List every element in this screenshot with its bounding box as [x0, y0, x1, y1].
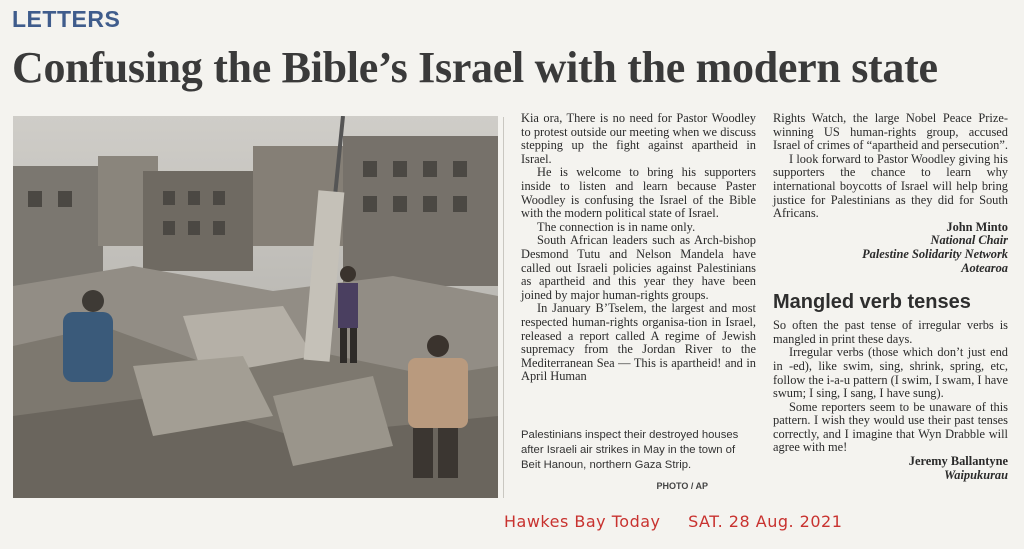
headline: Confusing the Bible’s Israel with the modern state [12, 43, 938, 92]
letter1-paragraph: Rights Watch, the large Nobel Peace Prize-winning US human-rights group, accused Israel of crimes of “apartheid and persecution”. [773, 111, 1008, 153]
letter2-paragraph: So often the past tense of irregular verbs is mangled in print these days. [773, 318, 1008, 346]
letter2-subhead: Mangled verb tenses [773, 291, 971, 314]
annotation-date: SAT. 28 Aug. 2021 [688, 512, 843, 531]
letter1-paragraph: South African leaders such as Arch-bishop Desmond Tutu and Nelson Mandela have called out Israeli policies against Palestinians as apartheid and this year they have been joined by major human-rights groups. [521, 233, 756, 302]
letter2-paragraph: Irregular verbs (those which don’t just end in -ed), like swim, sing, shrink, spring, etc, follow the i-a-u pattern (I swim, I swam, I have swum; I sing, I sang, I have sung). [773, 345, 1009, 401]
letter1-paragraph: In January B’Tselem, the largest and most respected human-rights organisa-tion in Israel, released a report called A regime of Jewish supremacy from the Jordan River to the Mediterranean Sea — This is apartheid! and in April Human [521, 301, 756, 384]
letter1-location: Aotearoa [961, 260, 1008, 275]
letter1-paragraph: The connection is in name only. [537, 219, 696, 234]
letter1-paragraph: I look forward to Pastor Woodley giving his supporters the chance to learn why international boycotts of Israel will help bring justice for Palestinians as they did for South Africans. [773, 151, 1008, 221]
annotation-paper: Hawkes Bay Today [504, 512, 661, 531]
column-divider [503, 117, 504, 498]
letter-column-2 [773, 112, 1008, 482]
letter1-paragraph: He is welcome to bring his supporters inside to listen and learn because Paster Woodley is confusing the Israel of the Bible with the modern political state of Israel. [521, 165, 756, 221]
news-photo [13, 116, 498, 498]
letter-column-1 [521, 112, 756, 384]
photo-caption: Palestinians inspect their destroyed houses after Israeli air strikes in May in the town of Beit Hanoun, northern Gaza Strip. [521, 429, 739, 471]
letter1-paragraph: Kia ora, There is no need for Pastor Woodley to protest outside our meeting when we discuss stepping up the fight against apartheid in Israel. [521, 111, 756, 166]
letter1-author-title: National Chair [930, 233, 1008, 248]
section-label: LETTERS [12, 6, 121, 32]
letter2-paragraph: Some reporters seem to be unaware of this pattern. I wish they would use their past tenses correctly, and I imagine that Wyn Drabble will agree with me! [773, 399, 1008, 455]
letter1-author: John Minto [946, 219, 1008, 234]
letter1-organisation: Palestine Solidarity Network [862, 246, 1008, 261]
letter2-author: Jeremy Ballantyne [908, 454, 1008, 469]
letter2-location: Waipukurau [944, 467, 1008, 482]
handwritten-annotation [504, 512, 864, 531]
photo-credit: PHOTO / AP [656, 481, 708, 491]
